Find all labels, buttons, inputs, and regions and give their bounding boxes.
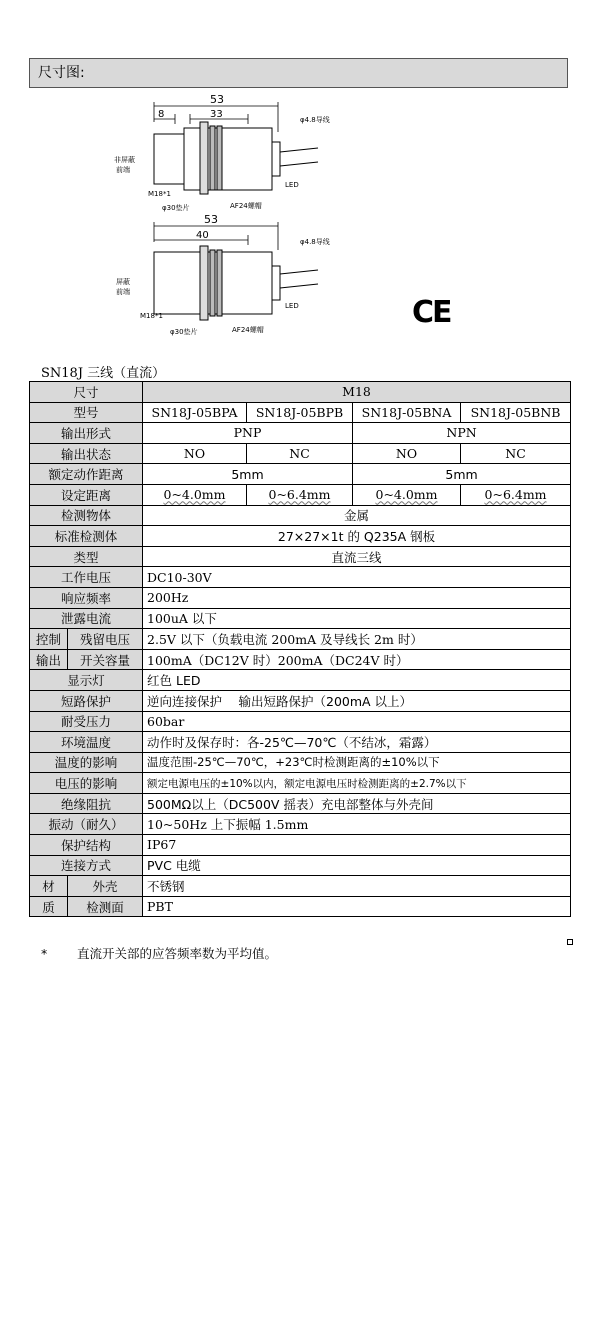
switch-label: 开关容量 [68, 649, 143, 670]
rated-distance-cell: 5mm [143, 464, 353, 485]
table-row [30, 649, 571, 670]
spec-table [29, 381, 571, 917]
short-value: 逆向连接保护 输出短路保护（200mA 以上） [143, 690, 571, 711]
indicator-label: 显示灯 [30, 670, 143, 691]
voltage-label: 工作电压 [30, 567, 143, 588]
section-title: 尺寸图: [38, 65, 85, 81]
rated-distance-label: 额定动作距离 [30, 464, 143, 485]
housing-label: 外壳 [68, 876, 143, 897]
sensor-drawing-shielded [116, 213, 330, 336]
leak-label: 泄露电流 [30, 608, 143, 629]
table-row [30, 793, 571, 814]
section-header [29, 58, 568, 88]
dim-mid-top: 33 [210, 109, 223, 120]
set-distance-cell: 0~4.0mm [375, 487, 438, 503]
residual-value: 2.5V 以下（负载电流 200mA 及导线长 2m 时） [143, 629, 571, 650]
face-value: PBT [143, 896, 571, 917]
footnote-star: * [41, 946, 48, 961]
label-washer-top: φ30垫片 [162, 204, 190, 212]
dim-total-top: 53 [210, 93, 224, 106]
table-row [30, 546, 571, 567]
label-face-top: 非屏蔽 [114, 156, 135, 164]
table-row [30, 752, 571, 773]
dim-total-bottom: 53 [204, 213, 218, 226]
label-wire-bottom: φ4.8导线 [300, 238, 330, 246]
output-state-cell: NC [247, 443, 353, 464]
sensor-drawing-unshielded [114, 93, 330, 212]
table-row [30, 855, 571, 876]
material-label: 材 [30, 876, 68, 897]
target-label: 检测物体 [30, 505, 143, 526]
output-state-label: 输出状态 [30, 443, 143, 464]
pressure-label: 耐受压力 [30, 711, 143, 732]
output-state-cell: NO [143, 443, 247, 464]
table-row [30, 608, 571, 629]
std-target-label: 标准检测体 [30, 526, 143, 547]
volt-effect-value: 额定电源电压的±10%以内，额定电源电压时检测距离的±2.7%以下 [143, 773, 571, 794]
table-row [30, 670, 571, 691]
table-row [30, 423, 571, 444]
model-cell: SN18J-05BNB [461, 402, 571, 423]
table-row [30, 896, 571, 917]
label-washer-bottom: φ30垫片 [170, 328, 198, 336]
housing-value: 不锈钢 [143, 876, 571, 897]
label-wire-top: φ4.8导线 [300, 116, 330, 124]
connection-value: PVC 电缆 [143, 855, 571, 876]
table-row [30, 835, 571, 856]
output-form-label: 输出形式 [30, 423, 143, 444]
table-row [30, 464, 571, 485]
label-led-bottom: LED [285, 302, 299, 310]
footnote [41, 944, 277, 962]
model-cell: SN18J-05BPA [143, 402, 247, 423]
table-row [30, 814, 571, 835]
insulation-label: 绝缘阻抗 [30, 793, 143, 814]
freq-label: 响应频率 [30, 587, 143, 608]
table-row [30, 526, 571, 547]
leak-value: 100uA 以下 [143, 608, 571, 629]
size-value: M18 [143, 382, 571, 403]
ce-mark-logo: CE [412, 295, 451, 330]
set-distance-label: 设定距离 [30, 484, 143, 505]
label-led-top: LED [285, 181, 299, 189]
env-temp-value: 动作时及保存时：各-25℃—70℃（不结冰，霜露） [143, 732, 571, 753]
env-temp-label: 环境温度 [30, 732, 143, 753]
dim-left-top: 8 [158, 109, 165, 120]
set-distance-cell: 0~4.0mm [163, 487, 226, 503]
connection-label: 连接方式 [30, 855, 143, 876]
table-row [30, 587, 571, 608]
label-nut-top: AF24螺帽 [230, 202, 262, 210]
output-label: 输出 [30, 649, 68, 670]
label-face-bottom: 屏蔽 [116, 278, 130, 286]
output-state-cell: NO [353, 443, 461, 464]
label-thread-top: M18*1 [148, 190, 171, 198]
material-label-2: 质 [30, 896, 68, 917]
table-row [30, 402, 571, 423]
table-row [30, 732, 571, 753]
voltage-value: DC10-30V [143, 567, 571, 588]
freq-value: 200Hz [143, 587, 571, 608]
label-nut-bottom: AF24螺帽 [232, 326, 264, 334]
control-label: 控制 [30, 629, 68, 650]
vibration-value: 10~50Hz 上下振幅 1.5mm [143, 814, 571, 835]
rated-distance-cell: 5mm [353, 464, 571, 485]
temp-effect-value: 温度范围-25℃—70℃，+23℃时检测距离的±10%以下 [143, 752, 571, 773]
pressure-value: 60bar [143, 711, 571, 732]
table-row [30, 505, 571, 526]
switch-value: 100mA（DC12V 时）200mA（DC24V 时） [143, 649, 571, 670]
table-row [30, 629, 571, 650]
type-value: 直流三线 [143, 546, 571, 567]
model-label: 型号 [30, 402, 143, 423]
output-state-cell: NC [461, 443, 571, 464]
label-thread-bottom: M18*1 [140, 312, 163, 320]
short-label: 短路保护 [30, 690, 143, 711]
table-row [30, 567, 571, 588]
protection-label: 保护结构 [30, 835, 143, 856]
vibration-label: 振动（耐久） [30, 814, 143, 835]
insulation-value: 500MΩ以上（DC500V 摇表）充电部整体与外壳间 [143, 793, 571, 814]
temp-effect-label: 温度的影响 [30, 752, 143, 773]
residual-label: 残留电压 [68, 629, 143, 650]
indicator-value: 红色 LED [143, 670, 571, 691]
table-resize-handle[interactable] [567, 939, 573, 945]
protection-value: IP67 [143, 835, 571, 856]
footnote-text: 直流开关部的应答频率数为平均值。 [77, 946, 278, 961]
volt-effect-label: 电压的影响 [30, 773, 143, 794]
table-row [30, 484, 571, 505]
table-row [30, 711, 571, 732]
table-row [30, 443, 571, 464]
label-face2-top: 前端 [116, 166, 130, 174]
table-row [30, 382, 571, 403]
target-value: 金属 [143, 505, 571, 526]
output-form-cell: NPN [353, 423, 571, 444]
table-row [30, 876, 571, 897]
face-label: 检测面 [68, 896, 143, 917]
dim-mid-bottom: 40 [196, 230, 209, 241]
table-row [30, 773, 571, 794]
type-label: 类型 [30, 546, 143, 567]
std-target-value: 27×27×1t 的 Q235A 钢板 [143, 526, 571, 547]
set-distance-cell: 0~6.4mm [484, 487, 547, 503]
table-title: SN18J 三线（直流） [41, 366, 166, 381]
table-row [30, 690, 571, 711]
dimension-drawing [100, 92, 350, 342]
model-cell: SN18J-05BNA [353, 402, 461, 423]
model-cell: SN18J-05BPB [247, 402, 353, 423]
label-face2-bottom: 前端 [116, 288, 130, 296]
size-label: 尺寸 [30, 382, 143, 403]
set-distance-cell: 0~6.4mm [268, 487, 331, 503]
output-form-cell: PNP [143, 423, 353, 444]
